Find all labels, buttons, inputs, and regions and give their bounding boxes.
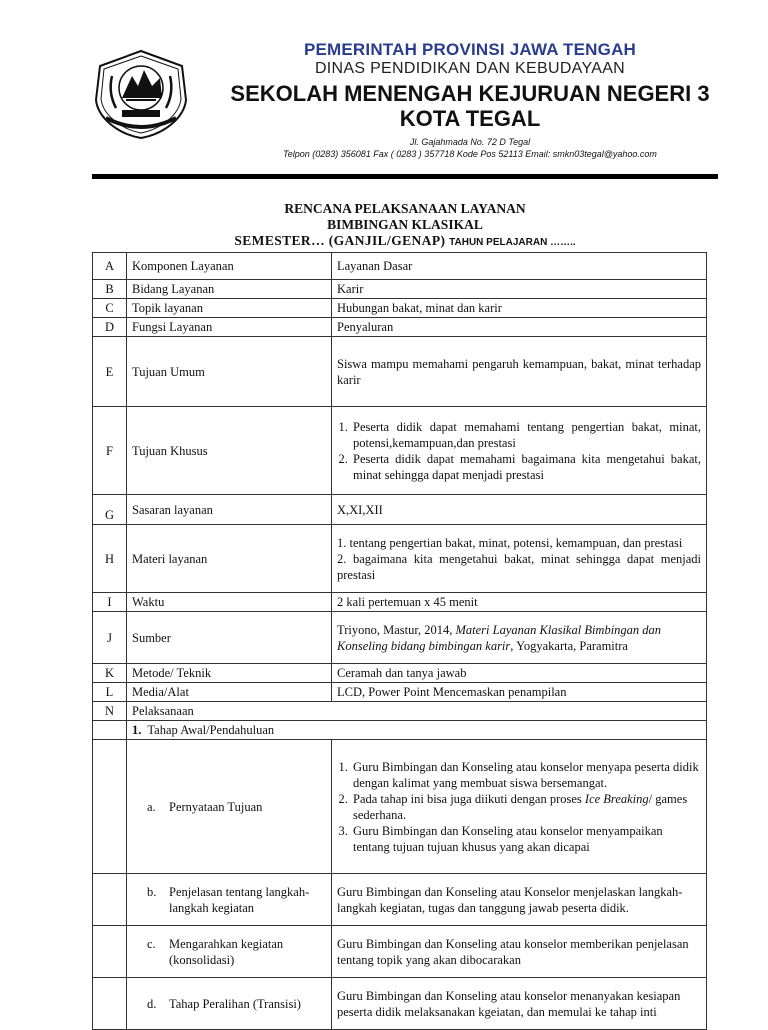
row-key: F (93, 407, 127, 495)
row-key: N (93, 702, 127, 721)
table-row (93, 702, 707, 721)
row-label: Sasaran layanan (127, 495, 332, 525)
row-key (93, 740, 127, 874)
sub-marker: d. (147, 996, 157, 1011)
row-label: Bidang Layanan (127, 280, 332, 299)
row-key: H (93, 525, 127, 593)
row-value: LCD, Power Point Mencemaskan penampilan (332, 683, 707, 702)
source-book-title: Materi Layanan Klasikal Bimbingan dan Konseling bidang bimbingan karir (337, 622, 662, 653)
list-item-emphasis: Ice Breaking (584, 791, 649, 806)
stage-label: Tahap Awal/Pendahuluan (147, 723, 275, 737)
row-key: I (93, 593, 127, 612)
row-key: D (93, 318, 127, 337)
table-row (93, 926, 707, 978)
sub-marker: b. (147, 884, 157, 899)
table-row (93, 721, 707, 740)
semester-label: SEMESTER… (GANJIL/GENAP) (234, 233, 446, 248)
document-subtitle: BIMBINGAN KLASIKAL (327, 217, 483, 232)
table-row (93, 495, 707, 525)
province-name: PEMERINTAH PROVINSI JAWA TENGAH (303, 40, 637, 59)
table-row (93, 337, 707, 407)
table-row (93, 874, 707, 926)
row-value: Ceramah dan tanya jawab (332, 664, 707, 683)
row-key (93, 721, 127, 740)
row-key (93, 926, 127, 978)
service-plan-table (92, 252, 707, 1030)
school-city: KOTA TEGAL (399, 106, 541, 131)
row-label: Media/Alat (127, 683, 332, 702)
stage-heading (127, 721, 707, 740)
row-value (332, 612, 707, 664)
academic-year-label: TAHUN PELAJARAN …….. (449, 237, 576, 248)
row-value: Guru Bimbingan dan Konseling atau konselor menanyakan kesiapan peserta didik melaksanakan kgeiatan, dan memulai ke tahap inti (332, 978, 707, 1030)
source-author: Triyono, Mastur, 2014, (337, 622, 456, 637)
document-title: RENCANA PELAKSANAAN LAYANAN (284, 201, 526, 216)
table-row (93, 280, 707, 299)
row-label: Pelaksanaan (127, 702, 707, 721)
row-key: A (93, 253, 127, 280)
table-row (93, 593, 707, 612)
table-row (93, 299, 707, 318)
sub-label: Mengarahkan kegiatan (konsolidasi) (169, 936, 284, 967)
sub-marker: a. (147, 799, 156, 814)
letterhead (200, 40, 740, 160)
list-item-text: / games sederhana. (353, 791, 688, 822)
row-label: Waktu (127, 593, 332, 612)
table-row (93, 612, 707, 664)
department-name: DINAS PENDIDIKAN DAN KEBUDAYAAN (314, 60, 626, 77)
row-label: Komponen Layanan (127, 253, 332, 280)
school-name: SEKOLAH MENENGAH KEJURUAN NEGERI 3 (230, 81, 710, 106)
row-value: Layanan Dasar (332, 253, 707, 280)
letterhead-divider (92, 174, 718, 179)
row-label: Materi layanan (127, 525, 332, 593)
school-address: Jl. Gajahmada No. 72 D Tegal (409, 137, 531, 147)
list-item-text: Pada tahap ini bisa juga diikuti dengan proses (353, 791, 585, 806)
row-value: 2 kali pertemuan x 45 menit (332, 593, 707, 612)
sub-label: Pernyataan Tujuan (169, 799, 263, 814)
sub-label: Tahap Peralihan (Transisi) (169, 996, 301, 1011)
row-label: Fungsi Layanan (127, 318, 332, 337)
list-item: 2. Peserta didik dapat memahami bagaimana kita mengetahui bakat, minat sehingga dapat menjadi prestasi (351, 451, 701, 483)
row-value: Siswa mampu memahami pengaruh kemampuan, bakat, minat terhadap karir (332, 337, 707, 407)
row-key (93, 874, 127, 926)
table-row (93, 253, 707, 280)
list-item: 2. bagaimana kita mengetahui bakat, minat sehingga dapat menjadi prestasi (337, 551, 701, 582)
row-key: E (93, 337, 127, 407)
row-key: B (93, 280, 127, 299)
row-key: C (93, 299, 127, 318)
row-value (332, 407, 707, 495)
list-item: 1. tentang pengertian bakat, minat, potensi, kemampuan, dan prestasi (337, 535, 683, 550)
row-value (332, 525, 707, 593)
list-item (351, 791, 701, 823)
row-label: Tujuan Khusus (127, 407, 332, 495)
row-label: Tujuan Umum (127, 337, 332, 407)
row-value: Karir (332, 280, 707, 299)
row-key: J (93, 612, 127, 664)
provincial-emblem-logo (92, 48, 190, 140)
school-contact: Telpon (0283) 356081 Fax ( 0283 ) 357718 Kode Pos 52113 Email: smkn03tegal@yahoo.com (283, 149, 657, 159)
stage-number: 1. (132, 723, 142, 737)
table-row (93, 407, 707, 495)
semester-line (92, 233, 718, 251)
table-row (93, 664, 707, 683)
list-item: 1. Peserta didik dapat memahami tentang pengertian bakat, minat, potensi,kemampuan,dan prestasi (351, 419, 701, 451)
row-key: L (93, 683, 127, 702)
row-label: Metode/ Teknik (127, 664, 332, 683)
table-row (93, 683, 707, 702)
row-key: K (93, 664, 127, 683)
row-key (93, 978, 127, 1030)
list-item: 3. Guru Bimbingan dan Konseling atau konselor menyampaikan tentang tujuan tujuan khusus yang akan dicapai (351, 823, 701, 855)
list-item: 1. Guru Bimbingan dan Konseling atau konselor menyapa peserta didik dengan kalimat yang membuat siswa bersemangat. (351, 759, 701, 791)
row-value: Hubungan bakat, minat dan karir (332, 299, 707, 318)
row-label: Topik layanan (127, 299, 332, 318)
table-row (93, 318, 707, 337)
row-value: Guru Bimbingan dan Konseling atau konselor memberikan penjelasan tentang topik yang akan dibocarakan (332, 926, 707, 978)
row-value: Penyaluran (332, 318, 707, 337)
sub-label: Penjelasan tentang langkah-langkah kegiatan (169, 884, 310, 915)
row-label: Sumber (127, 612, 332, 664)
table-row (93, 525, 707, 593)
row-value (332, 740, 707, 874)
row-label (127, 740, 332, 874)
row-label (127, 926, 332, 978)
row-value: Guru Bimbingan dan Konseling atau Konselor menjelaskan langkah-langkah kegiatan, tugas dan tanggung jawab peserta didik. (332, 874, 707, 926)
row-key: G (93, 495, 127, 525)
row-value: X,XI,XII (332, 495, 707, 525)
sub-marker: c. (147, 936, 156, 951)
source-publisher: , Yogyakarta, Paramitra (510, 638, 628, 653)
row-label (127, 978, 332, 1030)
table-row (93, 740, 707, 874)
table-row (93, 978, 707, 1030)
row-label (127, 874, 332, 926)
